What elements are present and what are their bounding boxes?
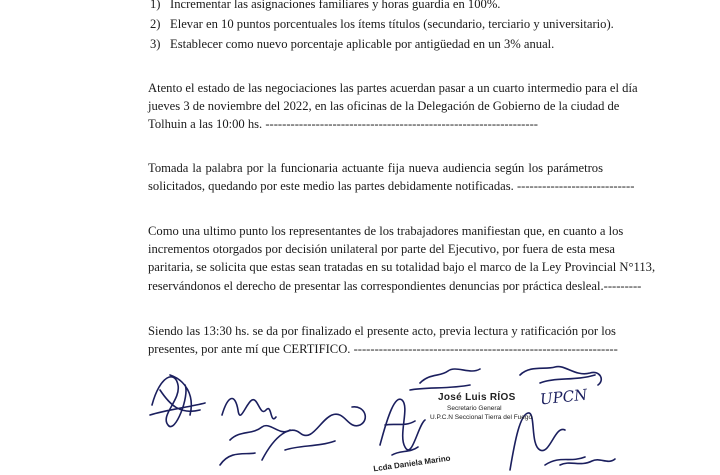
signature-3: [262, 407, 365, 460]
signature-4: [380, 399, 425, 455]
paragraph-nueva-audiencia: [148, 159, 635, 195]
list-item: 1) Incrementar las asignaciones familiares y horas guardia en 100%.: [150, 0, 501, 11]
paragraph-cierre: [148, 322, 618, 358]
text-line: presentes, por ante mí que CERTIFICO. ---------------------------------------------------------------: [148, 342, 618, 357]
text-line: Siendo las 13:30 hs. se da por finalizado el presente acto, previa lectura y ratificación por los: [148, 324, 616, 338]
signature-2: [220, 399, 290, 465]
list-item: 3) Establecer como nuevo porcentaje aplicable por antigüedad en un 3% anual.: [150, 37, 555, 51]
handwritten-upcn: UPCN: [539, 385, 589, 409]
text-line: incrementos otorgados por decisión unilateral por parte del Ejecutivo, por fuera de esta mesa: [148, 242, 615, 257]
stamp-name: José Luis RÍOS: [438, 392, 516, 403]
text-line: Tomada la palabra por la funcionaria actuante fija nueva audiencia según los parámetros: [148, 161, 603, 175]
text-line: Atento el estado de las negociaciones las partes acuerdan pasar a un cuarto intermedio para el día: [148, 81, 638, 95]
stamp-role: Secretario General: [447, 405, 502, 412]
stamp-name-2: Lcda Daniela Marino: [372, 453, 452, 474]
text-line: solicitados, quedando por este medio las partes debidamente notificadas. ----------------------------: [148, 179, 635, 194]
text-line: jueves 3 de noviembre del 2022, en las oficinas de la Delegación de Gobierno de la ciudad de: [148, 99, 620, 114]
signature-1: [150, 375, 205, 427]
text-line: Tolhuin a las 10:00 hs. -----------------------------------------------------------------: [148, 117, 538, 132]
signature-7: [510, 413, 585, 470]
signature-5: [410, 369, 480, 390]
text-line: reservándonos el derecho de presentar las correspondientes denuncias por práctica desleal.---------: [148, 278, 642, 293]
text-line: paritaria, se solicita que estas sean tratadas en su totalidad bajo el marco de la Ley Provincial N°113,: [148, 260, 656, 275]
list-item: 2) Elevar en 10 puntos porcentuales los ítems títulos (secundario, terciario y universitario).: [150, 17, 614, 31]
signatures-area: [0, 355, 720, 475]
paragraph-cuarto-intermedio: [148, 79, 638, 134]
demands-list: [150, 0, 670, 54]
paragraph-ley-provincial: [148, 222, 656, 295]
stamp-org: U.P.C.N Seccional Tierra del Fuego: [430, 414, 533, 421]
text-line: Como una ultimo punto los representantes de los trabajadores manifiestan que, en cuanto a los: [148, 224, 624, 238]
signature-6: [520, 367, 601, 385]
